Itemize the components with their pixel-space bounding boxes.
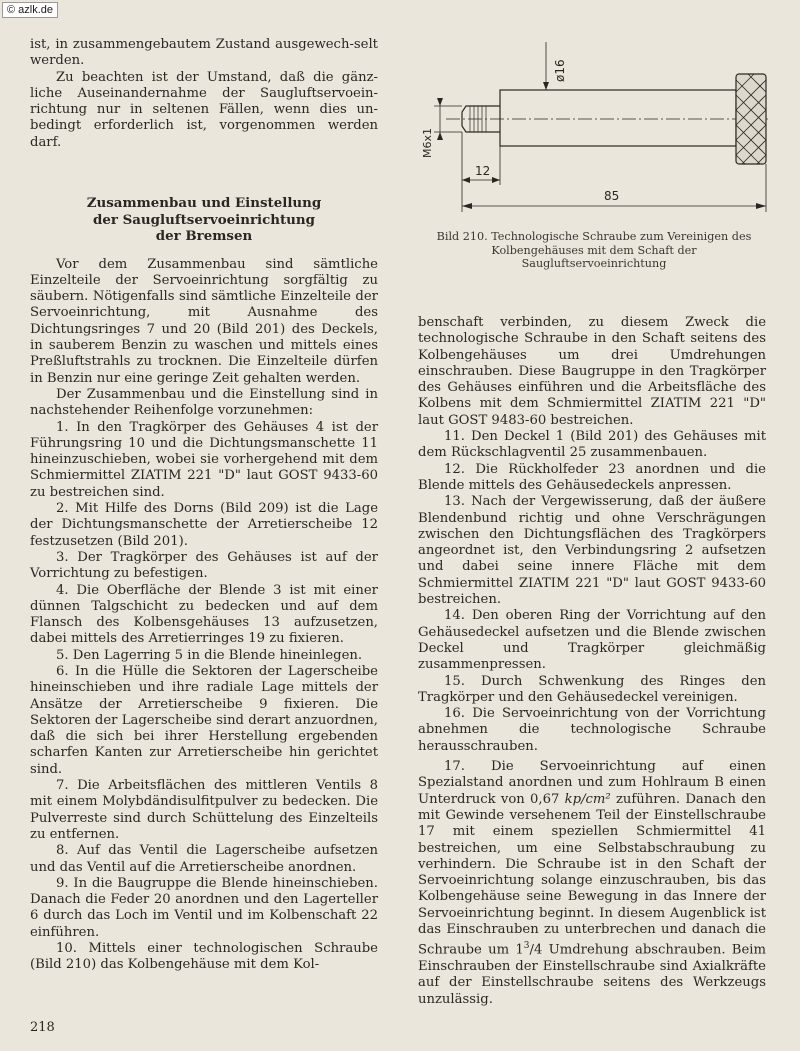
section-heading: [30, 195, 378, 245]
step-paragraph: 4. Die Oberfläche der Blende 3 ist mit einer dünnen Talgschicht zu bedecken und auf dem Flansch des Kolbensgehäuses 13 aufzusetzen, dabei mittels des Arretierringes 19 zu fixieren.: [30, 582, 378, 647]
heading-line: Zusammenbau und Einstellung: [86, 195, 322, 212]
step-paragraph: 3. Der Tragkörper des Gehäuses ist auf der Vorrichtung zu befestigen.: [30, 549, 378, 582]
step-paragraph: 9. In die Baugruppe die Blende hineinschieben. Danach die Feder 20 anordnen und den Lagerteller 6 durch das Loch im Ventil und im Kolbenschaft 22 einführen.: [30, 875, 378, 940]
step-paragraph: 2. Mit Hilfe des Dorns (Bild 209) ist die Lage der Dichtungsmanschette der Arretierscheibe 12 festzusetzen (Bild 201).: [30, 501, 378, 549]
step-paragraph: 1. In den Tragkörper des Gehäuses 4 ist der Führungsring 10 und die Dichtungsmanschette 11 hineinzuschieben, wobei sie vorhergehend mit dem Schmiermittel ZIATIM 221 "D" laut GOST 9433-60 zu bestreichen sind.: [30, 419, 378, 500]
intro-paragraph: Zu beachten ist der Umstand, daß die gänz-liche Auseinandernahme der Saugluftservoein-richtung nur in seltenen Fällen, wenn dies un-bedingt erforderlich ist, vorgenommen werden darf.: [30, 69, 378, 150]
diameter-label: ø16: [553, 59, 567, 82]
step-paragraph: 8. Auf das Ventil die Lagerscheibe aufsetzen und das Ventil auf die Arretierscheibe anordnen.: [30, 843, 378, 875]
step-paragraph: 10. Mittels einer technologischen Schraube (Bild 210) das Kolbengehäuse mit dem Kol-: [30, 941, 378, 973]
step-paragraph: 14. Den oberen Ring der Vorrichtung auf den Gehäusedeckel aufsetzen und die Blende zwischen Deckel und Tragkörper gleichmäßig zusammenpressen.: [418, 608, 766, 673]
step-paragraph: 15. Durch Schwenkung des Ringes den Tragkörper und den Gehäusedeckel vereinigen.: [418, 673, 766, 705]
screw-drawing-svg: [418, 40, 770, 220]
body-paragraph: Vor dem Zusammenbau sind sämtliche Einzelteile der Servoeinrichtung sorgfältig zu säubern. Nötigenfalls sind sämtliche Einzelteile der Servoeinrichtung, mit Ausnahme des Dichtungsringes 7 und 20 (Bild 201) des Deckels, in sauberem Benzin zu waschen und mittels eines Preßluftstrahls zu trocknen. Die Einzelteile dürfen in Benzin nur eine geringe Zeit gehalten werden.: [30, 256, 378, 386]
screw-drawing: [418, 40, 770, 220]
step-paragraph: 13. Nach der Vergewisserung, daß der äußere Blendenbund richtig und ohne Verschrägungen zwischen den Dichtungsflächen des Tragkörpers angeordnet ist, den Verbindungsring 2 aufsetzen und dabei seine innere Fläche mit dem Schmiermittel ZIATIM 221 "D" laut GOST 9433-60 bestreichen.: [418, 494, 766, 608]
total-length-label: 85: [604, 189, 620, 203]
right-column: [418, 315, 766, 1008]
thread-label: M6x1: [421, 128, 434, 158]
step-paragraph: 12. Die Rückholfeder 23 anordnen und die Blende mittels des Gehäusedeckels anpressen.: [418, 461, 766, 493]
step17-text-middle: zuführen. Danach den mit Gewinde versehenem Teil der Einstellschraube 17 mit einem speziellen Schmiermittel 41 bestreichen, um eine Selbstabschraubung zu verhindern. Die Schraube ist in den Schaft der Servoeinrichtung solange einzuschrauben, bis das Kolbengehäuse seine Bewegung in das Innere der Servoeinrichtung beginnt. In diesem Augenblick ist das Einschrauben zu unterbrechen und danach die Schraube um 1: [418, 791, 766, 958]
step-paragraph: [418, 759, 766, 1008]
left-column: [30, 37, 378, 974]
step-paragraph: 7. Die Arbeitsflächen des mittleren Ventils 8 mit einem Molybdändisulfitpulver zu bedecken. Die Pulverreste sind durch Schüttelung des Einzelteils zu entfernen.: [30, 778, 378, 842]
body-paragraph: benschaft verbinden, zu diesem Zweck die technologische Schraube in den Schaft seitens des Kolbengehäuses um drei Umdrehungen einschrauben. Diese Baugruppe in den Tragkörper des Gehäuses einführen und die Arbeitsfläche des Kolbens mit dem Schmiermittel ZIATIM 221 "D" laut GOST 9483-60 bestreichen.: [418, 315, 766, 428]
pressure-unit: kp/cm²: [564, 791, 611, 807]
heading-line: der Saugluftservoeinrichtung: [92, 211, 316, 228]
step-paragraph: 6. In die Hülle die Sektoren der Lagerscheibe hineinschieben und ihre radiale Lage mittels der Ansätze der Arretierscheibe 9 fixieren. Die Sektoren der Lagerscheibe sind derart anzuordnen, daß die sich bei ihrer Herstellung ergebenden scharfen Kanten zur Arretierscheibe hin gerichtet sind.: [30, 664, 378, 777]
heading-line: der Bremsen: [155, 228, 253, 245]
watermark: © azlk.de: [2, 2, 58, 18]
body-paragraph: Der Zusammenbau und die Einstellung sind in nachstehender Reihenfolge vorzunehmen:: [30, 386, 378, 419]
page-number: 218: [30, 1020, 55, 1035]
figure-caption: Bild 210. Technologische Schraube zum Vereinigen des Kolbengehäuses mit dem Schaft der Saugluftservoeinrichtung: [436, 230, 752, 271]
intro-paragraph: ist, in zusammengebautem Zustand ausgewech-selt werden.: [30, 37, 378, 69]
step17-text-start: 17. Die Servoeinrichtung auf einen Spezialstand anordnen und zum Hohlraum B einen Unterdruck von 0,67: [418, 759, 766, 807]
step17-text-end: /4 Umdrehung abschrauben. Beim Einschrauben der Einstellschraube sind Axialkräfte auf der Einstellschraube seitens des Werkzeugs unzulässig.: [418, 942, 767, 1007]
step-paragraph: 11. Den Deckel 1 (Bild 201) des Gehäuses mit dem Rückschlagventil 25 zusammenbauen.: [418, 429, 766, 461]
step-paragraph: 5. Den Lagerring 5 in die Blende hineinlegen.: [56, 647, 363, 663]
step-paragraph: 16. Die Servoeinrichtung von der Vorrichtung abnehmen die technologische Schraube herausschrauben.: [418, 706, 766, 754]
short-length-label: 12: [475, 164, 491, 178]
fraction-numerator: 3: [523, 941, 530, 952]
